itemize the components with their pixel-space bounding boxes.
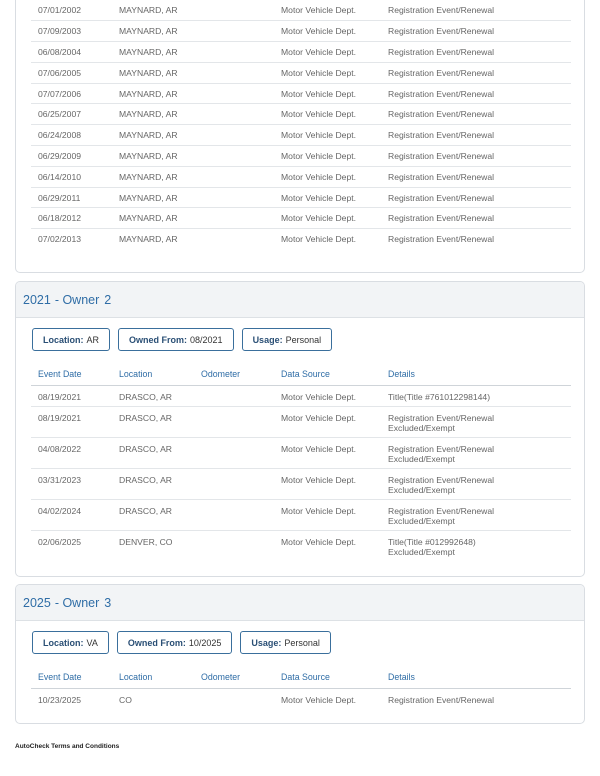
col-details: Details bbox=[381, 363, 571, 385]
details-cell bbox=[381, 187, 571, 208]
usage-chip bbox=[242, 328, 333, 351]
owned-from-chip-label: Owned From: bbox=[129, 334, 188, 345]
location-cell: MAYNARD, AR bbox=[112, 104, 194, 125]
event-date-cell: 06/24/2008 bbox=[31, 125, 112, 146]
owner-3-summary-chips bbox=[16, 621, 584, 666]
table-row bbox=[31, 229, 571, 250]
details-cell bbox=[381, 146, 571, 167]
details-line: Registration Event/Renewal bbox=[388, 443, 495, 454]
details-line: Registration Event/Renewal bbox=[388, 88, 495, 99]
details-cell bbox=[381, 406, 571, 437]
col-odometer: Odometer bbox=[194, 363, 274, 385]
location-cell: MAYNARD, AR bbox=[112, 146, 194, 167]
details-cell bbox=[381, 62, 571, 83]
event-date-cell: 07/09/2003 bbox=[31, 21, 112, 42]
details-line: Registration Event/Renewal bbox=[388, 67, 495, 78]
col-odometer: Odometer bbox=[194, 666, 274, 688]
odometer-cell bbox=[194, 406, 274, 437]
data-source-cell: Motor Vehicle Dept. bbox=[274, 437, 381, 468]
col-details: Details bbox=[381, 666, 571, 688]
odometer-cell bbox=[194, 0, 274, 21]
event-date-cell: 06/29/2011 bbox=[31, 187, 112, 208]
odometer-cell bbox=[194, 530, 274, 561]
event-date-cell: 06/18/2012 bbox=[31, 208, 112, 229]
details-cell bbox=[381, 208, 571, 229]
owner-year: 2021 bbox=[23, 292, 51, 307]
location-cell: DRASCO, AR bbox=[112, 468, 194, 499]
location-cell: DRASCO, AR bbox=[112, 437, 194, 468]
odometer-cell bbox=[194, 385, 274, 406]
details-cell bbox=[381, 530, 571, 561]
event-date-cell: 07/01/2002 bbox=[31, 0, 112, 21]
event-date-cell: 04/02/2024 bbox=[31, 499, 112, 530]
event-date-cell: 06/29/2009 bbox=[31, 146, 112, 167]
table-row bbox=[31, 166, 571, 187]
odometer-cell bbox=[194, 83, 274, 104]
details-line: Registration Event/Renewal bbox=[388, 192, 495, 203]
table-row bbox=[31, 187, 571, 208]
odometer-cell bbox=[194, 146, 274, 167]
odometer-cell bbox=[194, 42, 274, 63]
owner-year: 2025 bbox=[23, 595, 51, 610]
table-row bbox=[31, 83, 571, 104]
location-chip-value: VA bbox=[86, 637, 98, 648]
details-line: Registration Event/Renewal bbox=[388, 213, 495, 224]
details-line: Registration Event/Renewal bbox=[388, 234, 495, 245]
table-header-row bbox=[31, 666, 571, 688]
owner-number: 3 bbox=[104, 595, 112, 610]
event-date-cell: 07/06/2005 bbox=[31, 62, 112, 83]
owner-3-card bbox=[15, 584, 585, 724]
owner-label: - Owner bbox=[54, 595, 100, 610]
location-chip-value: AR bbox=[86, 334, 100, 345]
col-data-source: Data Source bbox=[274, 666, 381, 688]
location-chip-label: Location: bbox=[43, 334, 84, 345]
details-line: Registration Event/Renewal bbox=[388, 474, 495, 485]
data-source-cell: Motor Vehicle Dept. bbox=[274, 21, 381, 42]
table-row bbox=[31, 437, 571, 468]
owned-from-chip-value: 10/2025 bbox=[188, 637, 222, 648]
details-cell bbox=[381, 385, 571, 406]
details-line: Registration Event/Renewal bbox=[388, 171, 495, 182]
details-line: Excluded/Exempt bbox=[388, 546, 455, 557]
odometer-cell bbox=[194, 187, 274, 208]
location-chip-label: Location: bbox=[43, 637, 84, 648]
location-cell: MAYNARD, AR bbox=[112, 62, 194, 83]
location-cell: MAYNARD, AR bbox=[112, 21, 194, 42]
table-row bbox=[31, 104, 571, 125]
details-cell bbox=[381, 688, 571, 709]
event-date-cell: 04/08/2022 bbox=[31, 437, 112, 468]
details-line: Title(Title #761012298144) bbox=[388, 391, 491, 402]
location-cell: MAYNARD, AR bbox=[112, 166, 194, 187]
event-date-cell: 02/06/2025 bbox=[38, 536, 82, 547]
table-row bbox=[31, 530, 571, 561]
data-source-cell: Motor Vehicle Dept. bbox=[274, 125, 381, 146]
data-source-cell: Motor Vehicle Dept. bbox=[274, 406, 381, 437]
details-cell bbox=[381, 437, 571, 468]
table-row bbox=[31, 688, 571, 709]
details-cell bbox=[381, 42, 571, 63]
table-row bbox=[31, 0, 571, 21]
event-date-cell: 10/23/2025 bbox=[38, 694, 82, 705]
data-source-cell: Motor Vehicle Dept. bbox=[274, 499, 381, 530]
col-event-date: Event Date bbox=[31, 363, 112, 385]
location-cell: MAYNARD, AR bbox=[112, 208, 194, 229]
usage-chip-label: Usage: bbox=[251, 637, 282, 648]
event-date-cell: 08/19/2021 bbox=[31, 406, 112, 437]
table-row bbox=[31, 208, 571, 229]
odometer-cell bbox=[194, 166, 274, 187]
location-cell: CO bbox=[119, 694, 132, 705]
location-chip bbox=[32, 631, 109, 654]
odometer-cell bbox=[194, 229, 274, 250]
odometer-cell bbox=[194, 104, 274, 125]
table-row bbox=[31, 406, 571, 437]
table-row bbox=[31, 499, 571, 530]
event-date-cell: 08/19/2021 bbox=[31, 385, 112, 406]
data-source-cell: Motor Vehicle Dept. bbox=[274, 468, 381, 499]
data-source-cell: Motor Vehicle Dept. bbox=[274, 62, 381, 83]
data-source-cell: Motor Vehicle Dept. bbox=[281, 536, 356, 547]
details-cell bbox=[381, 166, 571, 187]
terms-and-conditions-link[interactable]: AutoCheck Terms and Conditions bbox=[15, 743, 120, 750]
owner-2-header bbox=[16, 282, 584, 318]
owned-from-chip bbox=[117, 631, 233, 654]
col-data-source: Data Source bbox=[274, 363, 381, 385]
location-cell: MAYNARD, AR bbox=[112, 125, 194, 146]
details-cell bbox=[381, 125, 571, 146]
location-cell: DRASCO, AR bbox=[112, 385, 194, 406]
details-line: Registration Event/Renewal bbox=[388, 26, 495, 37]
location-cell: DRASCO, AR bbox=[112, 499, 194, 530]
table-row bbox=[31, 146, 571, 167]
odometer-cell bbox=[194, 688, 274, 709]
details-cell bbox=[381, 499, 571, 530]
event-date-cell: 06/14/2010 bbox=[31, 166, 112, 187]
details-cell bbox=[381, 104, 571, 125]
details-line: Title(Title #012992648) bbox=[388, 536, 476, 547]
data-source-cell: Motor Vehicle Dept. bbox=[274, 166, 381, 187]
details-line: Excluded/Exempt bbox=[388, 515, 455, 526]
owner-1-history-card bbox=[15, 0, 585, 273]
details-line: Registration Event/Renewal bbox=[388, 5, 495, 15]
location-cell: MAYNARD, AR bbox=[112, 83, 194, 104]
details-line: Excluded/Exempt bbox=[388, 484, 455, 495]
data-source-cell: Motor Vehicle Dept. bbox=[274, 104, 381, 125]
details-line: Registration Event/Renewal bbox=[388, 505, 495, 516]
details-line: Registration Event/Renewal bbox=[388, 412, 495, 423]
details-cell bbox=[381, 0, 571, 21]
odometer-cell bbox=[194, 21, 274, 42]
odometer-cell bbox=[194, 468, 274, 499]
owned-from-chip-value: 08/2021 bbox=[190, 334, 223, 345]
usage-chip bbox=[240, 631, 331, 654]
details-cell bbox=[381, 468, 571, 499]
odometer-cell bbox=[194, 62, 274, 83]
details-cell bbox=[381, 229, 571, 250]
details-cell bbox=[381, 83, 571, 104]
table-row bbox=[31, 62, 571, 83]
location-cell: MAYNARD, AR bbox=[112, 42, 194, 63]
usage-chip-value: Personal bbox=[284, 637, 320, 648]
table-row bbox=[31, 42, 571, 63]
odometer-cell bbox=[194, 208, 274, 229]
table-row bbox=[31, 125, 571, 146]
details-line: Registration Event/Renewal bbox=[388, 109, 495, 120]
data-source-cell: Motor Vehicle Dept. bbox=[274, 187, 381, 208]
owner-2-card bbox=[15, 281, 585, 577]
details-line: Excluded/Exempt bbox=[388, 422, 455, 433]
event-date-cell: 06/08/2004 bbox=[31, 42, 112, 63]
location-cell: DENVER, CO bbox=[119, 536, 173, 547]
owner-3-history-table bbox=[31, 666, 571, 709]
details-line: Excluded/Exempt bbox=[388, 453, 455, 464]
table-row bbox=[31, 21, 571, 42]
data-source-cell: Motor Vehicle Dept. bbox=[281, 234, 356, 245]
odometer-cell bbox=[194, 125, 274, 146]
location-cell: MAYNARD, AR bbox=[112, 187, 194, 208]
owner-2-summary-chips bbox=[16, 318, 584, 363]
owner-3-header bbox=[16, 585, 584, 621]
data-source-cell: Motor Vehicle Dept. bbox=[274, 83, 381, 104]
location-chip bbox=[32, 328, 110, 351]
col-event-date: Event Date bbox=[31, 666, 112, 688]
event-date-cell: 07/02/2013 bbox=[38, 234, 82, 245]
location-cell: MAYNARD, AR bbox=[112, 0, 194, 21]
event-date-cell: 06/25/2007 bbox=[31, 104, 112, 125]
owner-label: - Owner bbox=[54, 292, 100, 307]
owner-1-history-table bbox=[31, 0, 571, 250]
details-line: Registration Event/Renewal bbox=[388, 47, 495, 58]
data-source-cell: Motor Vehicle Dept. bbox=[281, 694, 356, 705]
details-line: Registration Event/Renewal bbox=[388, 694, 495, 705]
usage-chip-value: Personal bbox=[285, 334, 322, 345]
data-source-cell: Motor Vehicle Dept. bbox=[274, 146, 381, 167]
owner-2-history-table bbox=[31, 363, 571, 561]
odometer-cell bbox=[194, 437, 274, 468]
owned-from-chip bbox=[118, 328, 234, 351]
location-cell: MAYNARD, AR bbox=[119, 234, 178, 245]
details-line: Registration Event/Renewal bbox=[388, 151, 495, 162]
usage-chip-label: Usage: bbox=[252, 334, 283, 345]
owned-from-chip-label: Owned From: bbox=[127, 637, 186, 648]
col-location: Location bbox=[112, 666, 194, 688]
col-location: Location bbox=[112, 363, 194, 385]
location-cell: DRASCO, AR bbox=[112, 406, 194, 437]
data-source-cell: Motor Vehicle Dept. bbox=[274, 385, 381, 406]
details-line: Registration Event/Renewal bbox=[388, 130, 495, 141]
odometer-cell bbox=[194, 499, 274, 530]
owner-number: 2 bbox=[104, 292, 112, 307]
data-source-cell: Motor Vehicle Dept. bbox=[274, 0, 381, 21]
data-source-cell: Motor Vehicle Dept. bbox=[274, 42, 381, 63]
data-source-cell: Motor Vehicle Dept. bbox=[274, 208, 381, 229]
event-date-cell: 07/07/2006 bbox=[31, 83, 112, 104]
event-date-cell: 03/31/2023 bbox=[31, 468, 112, 499]
table-row bbox=[31, 468, 571, 499]
details-cell bbox=[381, 21, 571, 42]
table-header-row bbox=[31, 363, 571, 385]
table-row bbox=[31, 385, 571, 406]
